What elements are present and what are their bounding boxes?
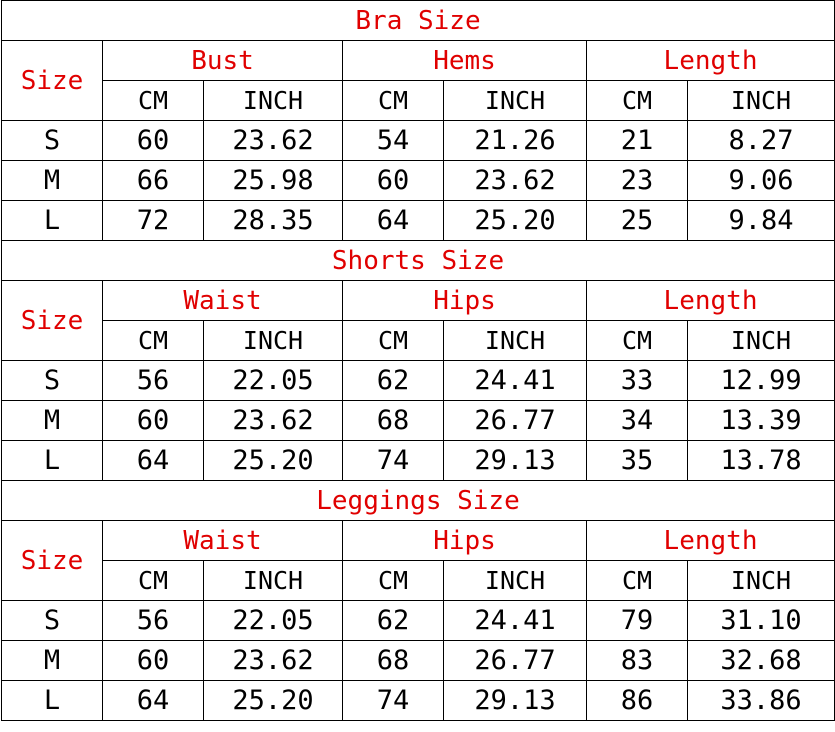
size-label: L	[2, 441, 103, 481]
group-header-length: Length	[587, 41, 835, 81]
measurement-cell: 25.20	[204, 681, 343, 721]
unit-header-inch: INCH	[204, 321, 343, 361]
measurement-cell: 22.05	[204, 361, 343, 401]
unit-header-inch: INCH	[688, 81, 835, 121]
measurement-cell: 79	[587, 601, 688, 641]
size-label: S	[2, 601, 103, 641]
measurement-cell: 26.77	[444, 401, 587, 441]
measurement-cell: 24.41	[444, 601, 587, 641]
table-row	[2, 641, 835, 681]
measurement-cell: 64	[103, 441, 204, 481]
measurement-cell: 68	[343, 401, 444, 441]
bra-size-group-header-row	[2, 41, 835, 81]
measurement-cell: 54	[343, 121, 444, 161]
measurement-cell: 72	[103, 201, 204, 241]
unit-header-inch: INCH	[688, 561, 835, 601]
unit-header-cm: CM	[343, 561, 444, 601]
measurement-cell: 60	[103, 401, 204, 441]
measurement-cell: 33.86	[688, 681, 835, 721]
measurement-cell: 34	[587, 401, 688, 441]
measurement-cell: 56	[103, 601, 204, 641]
unit-header-inch: INCH	[444, 81, 587, 121]
size-column-header: Size	[2, 41, 103, 121]
measurement-cell: 9.84	[688, 201, 835, 241]
measurement-cell: 23	[587, 161, 688, 201]
measurement-cell: 12.99	[688, 361, 835, 401]
measurement-cell: 86	[587, 681, 688, 721]
measurement-cell: 25.20	[204, 441, 343, 481]
leggings-size-group-header-row	[2, 521, 835, 561]
bra-size-title-row	[2, 1, 835, 41]
measurement-cell: 23.62	[204, 401, 343, 441]
table-row	[2, 681, 835, 721]
measurement-cell: 74	[343, 441, 444, 481]
group-header-waist: Waist	[103, 521, 343, 561]
measurement-cell: 32.68	[688, 641, 835, 681]
unit-header-cm: CM	[587, 81, 688, 121]
shorts-size-unit-row	[2, 321, 835, 361]
unit-header-inch: INCH	[444, 321, 587, 361]
measurement-cell: 25	[587, 201, 688, 241]
measurement-cell: 60	[343, 161, 444, 201]
group-header-hips: Hips	[343, 521, 587, 561]
measurement-cell: 23.62	[444, 161, 587, 201]
measurement-cell: 62	[343, 361, 444, 401]
size-label: M	[2, 161, 103, 201]
measurement-cell: 35	[587, 441, 688, 481]
size-chart-table	[1, 0, 835, 721]
measurement-cell: 25.98	[204, 161, 343, 201]
measurement-cell: 23.62	[204, 121, 343, 161]
bra-size-unit-row	[2, 81, 835, 121]
group-header-bust: Bust	[103, 41, 343, 81]
table-row	[2, 601, 835, 641]
measurement-cell: 83	[587, 641, 688, 681]
unit-header-cm: CM	[343, 321, 444, 361]
measurement-cell: 64	[103, 681, 204, 721]
table-row	[2, 441, 835, 481]
size-label: S	[2, 361, 103, 401]
table-row	[2, 361, 835, 401]
measurement-cell: 62	[343, 601, 444, 641]
unit-header-inch: INCH	[688, 321, 835, 361]
leggings-size-title-row	[2, 481, 835, 521]
size-label: L	[2, 681, 103, 721]
measurement-cell: 26.77	[444, 641, 587, 681]
size-label: M	[2, 401, 103, 441]
size-chart-body	[2, 1, 835, 721]
measurement-cell: 29.13	[444, 681, 587, 721]
unit-header-cm: CM	[587, 561, 688, 601]
measurement-cell: 13.78	[688, 441, 835, 481]
group-header-hems: Hems	[343, 41, 587, 81]
measurement-cell: 8.27	[688, 121, 835, 161]
measurement-cell: 68	[343, 641, 444, 681]
measurement-cell: 23.62	[204, 641, 343, 681]
measurement-cell: 66	[103, 161, 204, 201]
measurement-cell: 24.41	[444, 361, 587, 401]
unit-header-inch: INCH	[204, 561, 343, 601]
bra-size-title: Bra Size	[2, 1, 835, 41]
unit-header-cm: CM	[103, 81, 204, 121]
shorts-size-title: Shorts Size	[2, 241, 835, 281]
size-column-header: Size	[2, 281, 103, 361]
unit-header-inch: INCH	[444, 561, 587, 601]
measurement-cell: 22.05	[204, 601, 343, 641]
table-row	[2, 121, 835, 161]
measurement-cell: 13.39	[688, 401, 835, 441]
table-row	[2, 201, 835, 241]
measurement-cell: 25.20	[444, 201, 587, 241]
measurement-cell: 31.10	[688, 601, 835, 641]
unit-header-inch: INCH	[204, 81, 343, 121]
group-header-length: Length	[587, 521, 835, 561]
table-row	[2, 161, 835, 201]
measurement-cell: 29.13	[444, 441, 587, 481]
unit-header-cm: CM	[103, 321, 204, 361]
group-header-length: Length	[587, 281, 835, 321]
leggings-size-unit-row	[2, 561, 835, 601]
group-header-hips: Hips	[343, 281, 587, 321]
measurement-cell: 9.06	[688, 161, 835, 201]
leggings-size-title: Leggings Size	[2, 481, 835, 521]
measurement-cell: 56	[103, 361, 204, 401]
shorts-size-group-header-row	[2, 281, 835, 321]
size-column-header: Size	[2, 521, 103, 601]
unit-header-cm: CM	[103, 561, 204, 601]
unit-header-cm: CM	[343, 81, 444, 121]
measurement-cell: 60	[103, 641, 204, 681]
shorts-size-title-row	[2, 241, 835, 281]
measurement-cell: 28.35	[204, 201, 343, 241]
size-label: L	[2, 201, 103, 241]
size-label: S	[2, 121, 103, 161]
group-header-waist: Waist	[103, 281, 343, 321]
measurement-cell: 64	[343, 201, 444, 241]
measurement-cell: 21.26	[444, 121, 587, 161]
table-row	[2, 401, 835, 441]
measurement-cell: 74	[343, 681, 444, 721]
measurement-cell: 33	[587, 361, 688, 401]
measurement-cell: 21	[587, 121, 688, 161]
size-label: M	[2, 641, 103, 681]
unit-header-cm: CM	[587, 321, 688, 361]
measurement-cell: 60	[103, 121, 204, 161]
